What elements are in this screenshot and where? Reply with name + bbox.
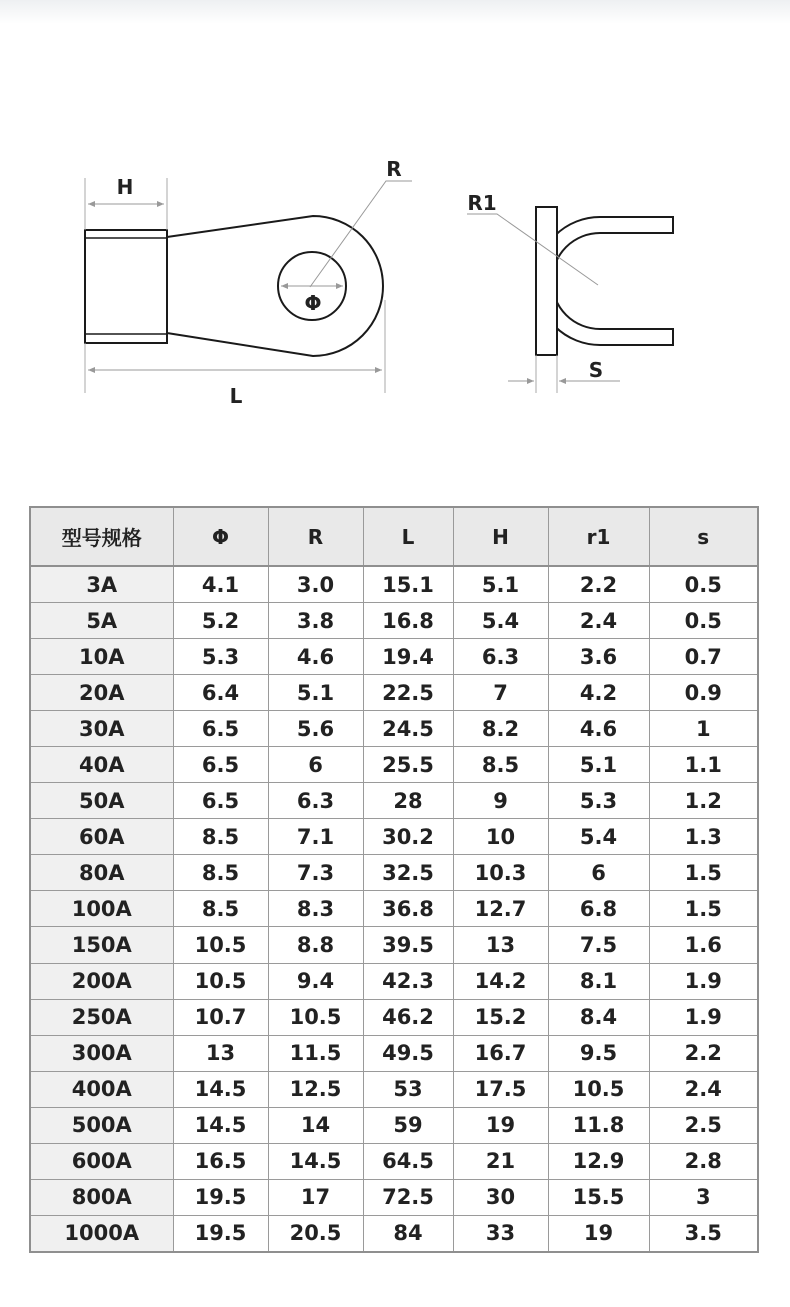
cell-r1: 5.4 (548, 819, 649, 855)
cell-r1: 7.5 (548, 927, 649, 963)
table-header-row (30, 507, 758, 566)
table-row (30, 1107, 758, 1143)
side-view-drawing (467, 191, 673, 393)
cell-r: 6.3 (268, 783, 363, 819)
cell-r: 11.5 (268, 1035, 363, 1071)
dimension-diagram (0, 0, 790, 470)
cell-s: 0.7 (649, 639, 758, 675)
cell-r1: 3.6 (548, 639, 649, 675)
header-h: H (453, 507, 548, 566)
cell-r1: 4.6 (548, 711, 649, 747)
lug-outline (167, 216, 383, 356)
cell-model: 250A (30, 999, 173, 1035)
cell-l: 39.5 (363, 927, 453, 963)
cell-phi: 10.5 (173, 927, 268, 963)
label-h: H (116, 175, 134, 199)
cell-l: 19.4 (363, 639, 453, 675)
cell-r1: 8.4 (548, 999, 649, 1035)
cell-l: 30.2 (363, 819, 453, 855)
cell-h: 19 (453, 1107, 548, 1143)
cell-phi: 5.2 (173, 603, 268, 639)
cell-l: 59 (363, 1107, 453, 1143)
cell-l: 53 (363, 1071, 453, 1107)
cell-phi: 8.5 (173, 855, 268, 891)
header-phi: Φ (173, 507, 268, 566)
cell-s: 3.5 (649, 1215, 758, 1252)
cell-h: 6.3 (453, 639, 548, 675)
cell-r1: 9.5 (548, 1035, 649, 1071)
cell-s: 0.9 (649, 675, 758, 711)
cell-h: 9 (453, 783, 548, 819)
cell-l: 49.5 (363, 1035, 453, 1071)
cell-s: 2.2 (649, 1035, 758, 1071)
cell-phi: 6.5 (173, 711, 268, 747)
cell-h: 5.4 (453, 603, 548, 639)
cell-r1: 2.2 (548, 566, 649, 603)
table-row (30, 1215, 758, 1252)
header-s: s (649, 507, 758, 566)
cell-phi: 4.1 (173, 566, 268, 603)
cell-r1: 12.9 (548, 1143, 649, 1179)
cell-model: 50A (30, 783, 173, 819)
cell-model: 30A (30, 711, 173, 747)
cell-r1: 5.3 (548, 783, 649, 819)
cell-s: 2.4 (649, 1071, 758, 1107)
cell-r1: 2.4 (548, 603, 649, 639)
cell-h: 33 (453, 1215, 548, 1252)
table-row (30, 603, 758, 639)
cell-r1: 4.2 (548, 675, 649, 711)
table-row (30, 1035, 758, 1071)
cell-model: 500A (30, 1107, 173, 1143)
cell-l: 84 (363, 1215, 453, 1252)
cell-l: 72.5 (363, 1179, 453, 1215)
cell-s: 1.3 (649, 819, 758, 855)
table-row (30, 963, 758, 999)
cell-model: 150A (30, 927, 173, 963)
cell-h: 10 (453, 819, 548, 855)
table-row (30, 1179, 758, 1215)
cell-l: 36.8 (363, 891, 453, 927)
side-plate (536, 207, 557, 355)
cell-r: 6 (268, 747, 363, 783)
cell-phi: 5.3 (173, 639, 268, 675)
cell-s: 1.5 (649, 891, 758, 927)
table-row (30, 927, 758, 963)
cell-r1: 5.1 (548, 747, 649, 783)
cell-l: 22.5 (363, 675, 453, 711)
cell-r: 7.3 (268, 855, 363, 891)
header-r: R (268, 507, 363, 566)
cell-r: 17 (268, 1179, 363, 1215)
table-row (30, 1143, 758, 1179)
cell-l: 32.5 (363, 855, 453, 891)
cell-l: 28 (363, 783, 453, 819)
cell-l: 24.5 (363, 711, 453, 747)
cell-phi: 16.5 (173, 1143, 268, 1179)
cell-r: 8.3 (268, 891, 363, 927)
cell-r1: 8.1 (548, 963, 649, 999)
cell-model: 600A (30, 1143, 173, 1179)
table-body (30, 566, 758, 1252)
cell-s: 1.5 (649, 855, 758, 891)
cell-r: 10.5 (268, 999, 363, 1035)
table-row (30, 819, 758, 855)
cell-phi: 10.5 (173, 963, 268, 999)
header-r1: r1 (548, 507, 649, 566)
table-row (30, 999, 758, 1035)
cell-h: 5.1 (453, 566, 548, 603)
cell-s: 3 (649, 1179, 758, 1215)
table-row (30, 675, 758, 711)
cell-r: 3.0 (268, 566, 363, 603)
cell-model: 80A (30, 855, 173, 891)
cell-l: 25.5 (363, 747, 453, 783)
cell-r1: 6.8 (548, 891, 649, 927)
label-s: S (588, 358, 604, 382)
cell-s: 1 (649, 711, 758, 747)
cell-r: 3.8 (268, 603, 363, 639)
cell-h: 8.2 (453, 711, 548, 747)
ring-lug-drawing (85, 157, 412, 408)
cell-r: 5.1 (268, 675, 363, 711)
cell-r1: 6 (548, 855, 649, 891)
cell-r: 9.4 (268, 963, 363, 999)
cell-phi: 6.5 (173, 747, 268, 783)
table-row (30, 855, 758, 891)
cell-h: 13 (453, 927, 548, 963)
cell-l: 42.3 (363, 963, 453, 999)
cell-h: 16.7 (453, 1035, 548, 1071)
header-model: 型号规格 (30, 507, 173, 566)
cell-phi: 14.5 (173, 1071, 268, 1107)
cell-r: 7.1 (268, 819, 363, 855)
table-row (30, 783, 758, 819)
cell-h: 8.5 (453, 747, 548, 783)
cell-phi: 13 (173, 1035, 268, 1071)
cell-phi: 10.7 (173, 999, 268, 1035)
cell-r: 4.6 (268, 639, 363, 675)
cell-h: 7 (453, 675, 548, 711)
cell-l: 64.5 (363, 1143, 453, 1179)
table-row (30, 639, 758, 675)
cell-model: 100A (30, 891, 173, 927)
cell-r1: 15.5 (548, 1179, 649, 1215)
cell-phi: 8.5 (173, 819, 268, 855)
cell-r: 14 (268, 1107, 363, 1143)
header-l: L (363, 507, 453, 566)
cell-r1: 19 (548, 1215, 649, 1252)
table-row (30, 566, 758, 603)
cell-phi: 8.5 (173, 891, 268, 927)
cell-r1: 11.8 (548, 1107, 649, 1143)
label-phi: Φ (304, 291, 322, 315)
cell-phi: 19.5 (173, 1179, 268, 1215)
table-row (30, 891, 758, 927)
lug-barrel (85, 230, 167, 343)
cell-h: 17.5 (453, 1071, 548, 1107)
cell-l: 46.2 (363, 999, 453, 1035)
cell-model: 400A (30, 1071, 173, 1107)
cell-s: 1.6 (649, 927, 758, 963)
cell-s: 1.1 (649, 747, 758, 783)
cell-model: 1000A (30, 1215, 173, 1252)
cell-h: 15.2 (453, 999, 548, 1035)
cell-phi: 19.5 (173, 1215, 268, 1252)
cell-s: 2.8 (649, 1143, 758, 1179)
cell-r: 5.6 (268, 711, 363, 747)
cell-model: 200A (30, 963, 173, 999)
cell-s: 1.9 (649, 963, 758, 999)
cell-model: 20A (30, 675, 173, 711)
cell-r1: 10.5 (548, 1071, 649, 1107)
cell-phi: 6.5 (173, 783, 268, 819)
spec-table (29, 506, 759, 1253)
cell-s: 0.5 (649, 603, 758, 639)
label-r1: R1 (467, 191, 497, 215)
label-r: R (386, 157, 402, 181)
cell-s: 1.2 (649, 783, 758, 819)
label-l: L (229, 384, 243, 408)
cell-h: 10.3 (453, 855, 548, 891)
cell-h: 12.7 (453, 891, 548, 927)
cell-r: 8.8 (268, 927, 363, 963)
cell-h: 30 (453, 1179, 548, 1215)
cell-l: 15.1 (363, 566, 453, 603)
cell-s: 2.5 (649, 1107, 758, 1143)
cell-model: 3A (30, 566, 173, 603)
cell-model: 40A (30, 747, 173, 783)
cell-s: 1.9 (649, 999, 758, 1035)
cell-h: 14.2 (453, 963, 548, 999)
cell-s: 0.5 (649, 566, 758, 603)
cell-h: 21 (453, 1143, 548, 1179)
cell-r: 12.5 (268, 1071, 363, 1107)
table-row (30, 711, 758, 747)
cell-l: 16.8 (363, 603, 453, 639)
table-row (30, 1071, 758, 1107)
table-row (30, 747, 758, 783)
cell-model: 60A (30, 819, 173, 855)
cell-model: 5A (30, 603, 173, 639)
cell-model: 800A (30, 1179, 173, 1215)
cell-phi: 14.5 (173, 1107, 268, 1143)
cell-r: 20.5 (268, 1215, 363, 1252)
cell-model: 300A (30, 1035, 173, 1071)
cell-r: 14.5 (268, 1143, 363, 1179)
cell-phi: 6.4 (173, 675, 268, 711)
cell-model: 10A (30, 639, 173, 675)
